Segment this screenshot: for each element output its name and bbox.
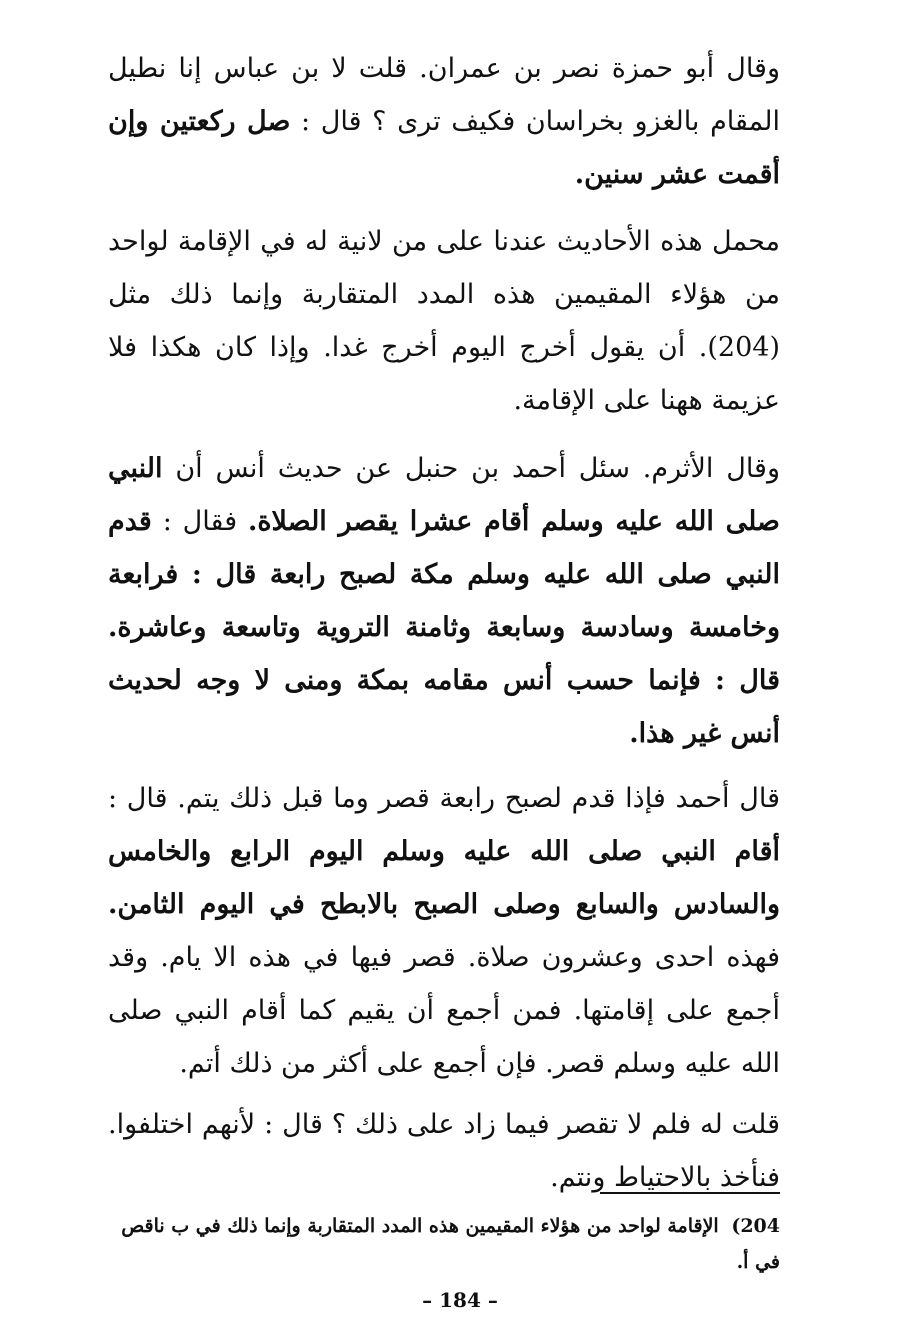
footnote <box>108 1208 780 1280</box>
footnote-divider <box>600 1192 780 1194</box>
paragraph-3-text-b: النبي صلى الله عليه وسلم أقام عشرا يقصر الصلاة. <box>108 453 780 537</box>
paragraph-2-text: محمل هذه الأحاديث عندنا على من لانية له في الإقامة لواحد من هؤلاء المقيمين هذه المدد المتقاربة وإنما ذلك مثل (204). أن يقول أخرج اليوم أخرج غدا. وإذا كان هكذا فلا عزيمة ههنا على الإقامة. <box>108 226 780 416</box>
paragraph-3-text-d: قدم النبي صلى الله عليه وسلم مكة لصبح رابعة قال : فرابعة وخامسة وسادسة وسابعة وثامنة التروية وتاسعة وعاشرة. قال : فإنما حسب أنس مقامه بمكة ومنى لا وجه لحديث أنس غير هذا. <box>108 506 780 749</box>
page-number: – 184 – <box>422 1288 498 1312</box>
paragraph-1 <box>108 42 780 201</box>
footnote-number: 204) <box>731 1215 780 1237</box>
footnote-text: الإقامة لواحد من هؤلاء المقيمين هذه المدد المتقاربة وإنما ذلك في ب ناقص في أ. <box>121 1215 780 1273</box>
paragraph-1-text-b: صل ركعتين وإن أقمت عشر سنين. <box>108 106 780 190</box>
paragraph-4 <box>108 772 780 1090</box>
paragraph-3-text-c: فقال : <box>151 506 248 537</box>
paragraph-3-text-a: وقال الأثرم. سئل أحمد بن حنبل عن حديث أنس أن <box>162 453 780 484</box>
paragraph-5-text: قلت له فلم لا تقصر فيما زاد على ذلك ؟ قال : لأنهم اختلفوا. فنأخذ بالاحتياط ونتم. <box>108 1109 780 1193</box>
paragraph-4-text-b: أقام النبي صلى الله عليه وسلم اليوم الرابع والخامس والسادس والسابع وصلى الصبح بالابطح في اليوم الثامن. <box>108 836 780 920</box>
paragraph-3 <box>108 442 780 760</box>
paragraph-1-text-a: وقال أبو حمزة نصر بن عمران. قلت لا بن عباس إنا نطيل المقام بالغزو بخراسان فكيف ترى ؟ قال : <box>108 53 781 137</box>
paragraph-4-text-c: فهذه احدى وعشرون صلاة. قصر فيها في هذه الا يام. وقد أجمع على إقامتها. فمن أجمع أن يقيم كما أقام النبي صلى الله عليه وسلم قصر. فإن أجمع على أكثر من ذلك أتم. <box>108 942 780 1079</box>
paragraph-2 <box>108 215 780 427</box>
paragraph-5 <box>108 1098 780 1204</box>
paragraph-4-text-a: قال أحمد فإذا قدم لصبح رابعة قصر وما قبل ذلك يتم. قال : <box>108 783 780 814</box>
document-page <box>108 30 780 1320</box>
